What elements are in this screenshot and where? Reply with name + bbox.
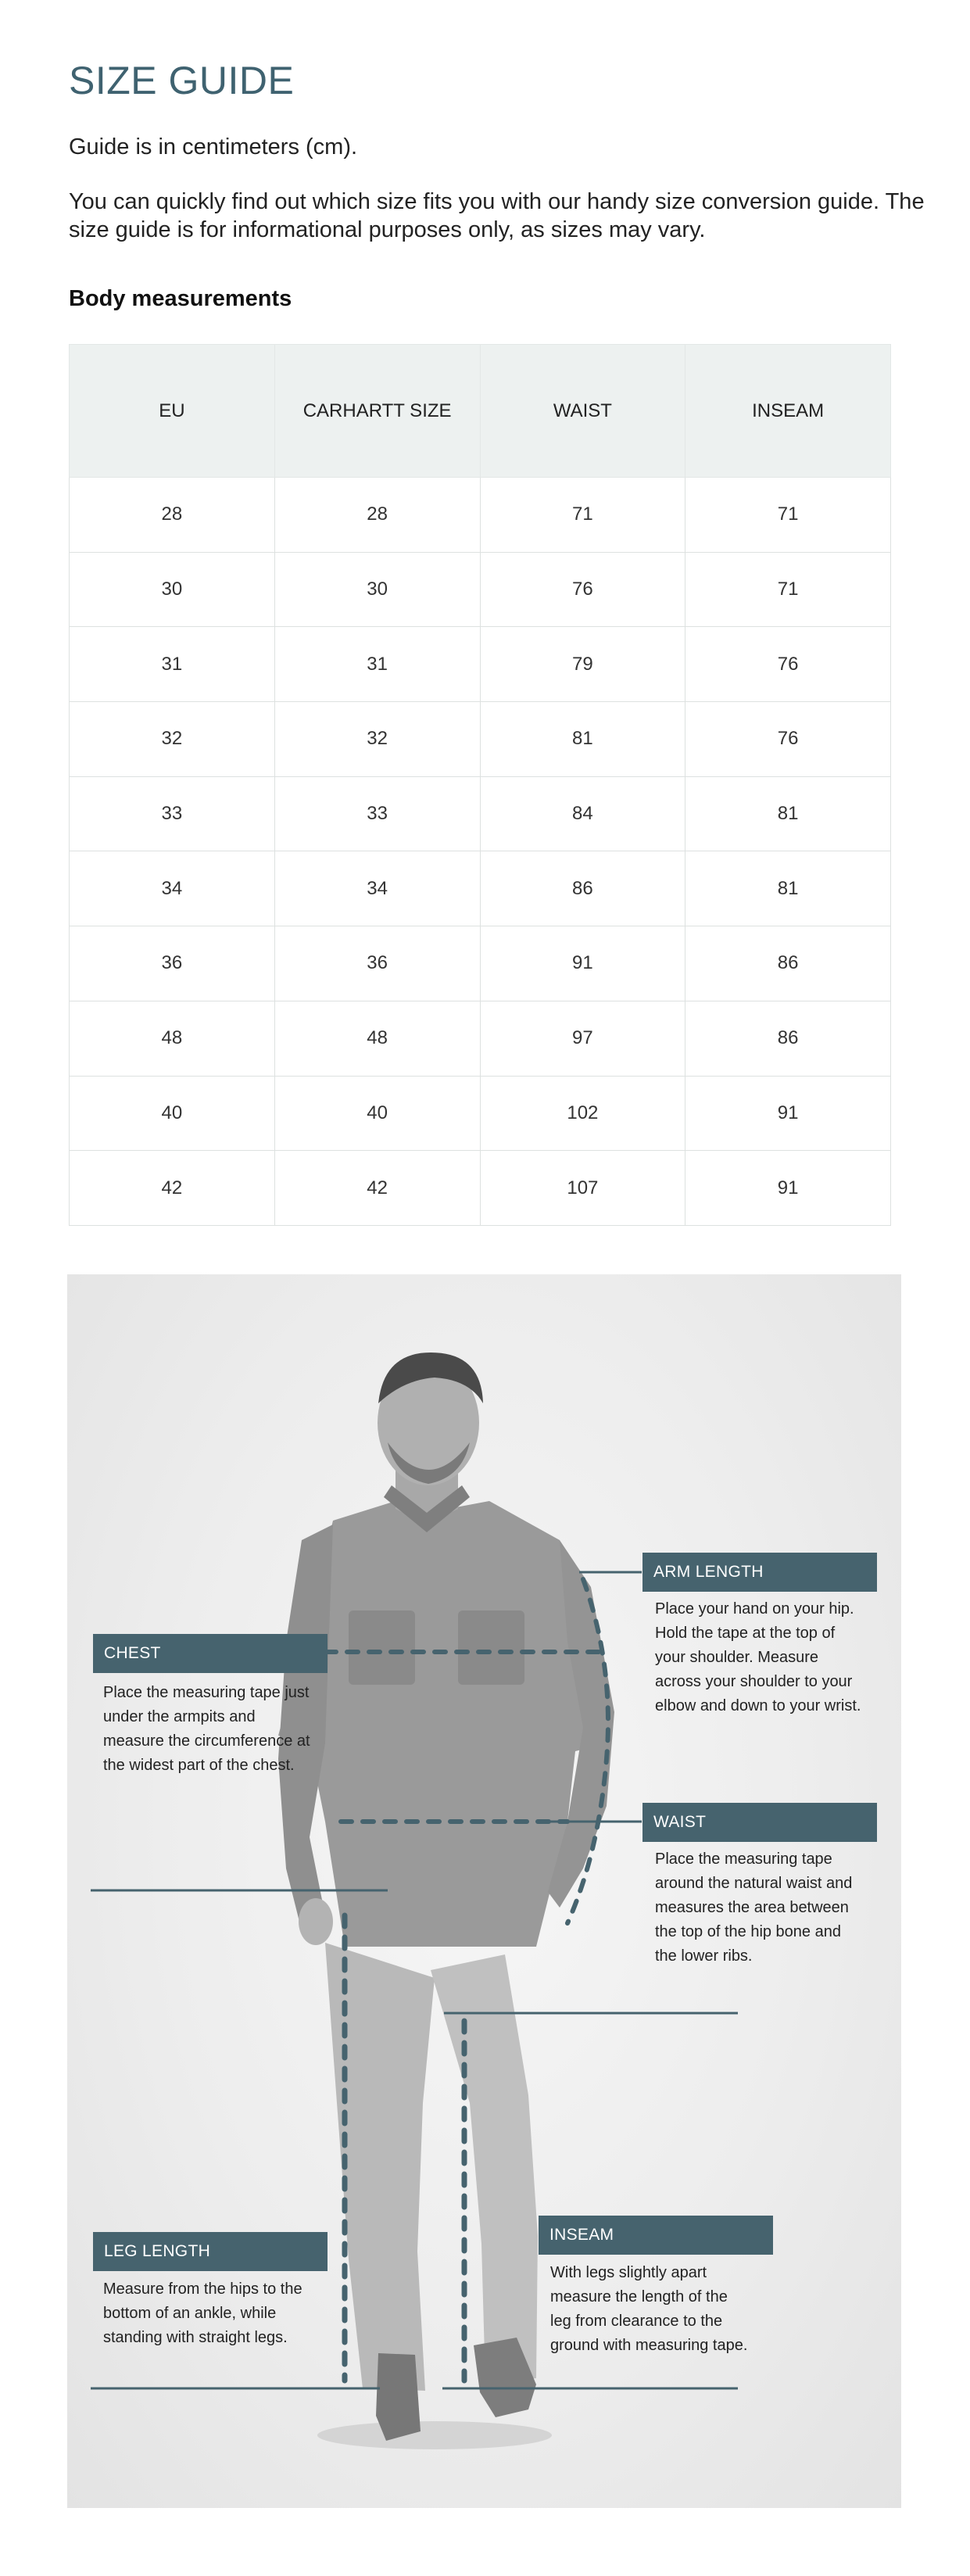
measurement-figure xyxy=(67,1274,901,2508)
cell-eu: 40 xyxy=(70,1076,275,1151)
left-leg xyxy=(325,1943,435,2391)
cell-eu: 42 xyxy=(70,1151,275,1226)
right-leg xyxy=(431,1954,538,2384)
table-row xyxy=(70,478,891,553)
cell-carhartt: 36 xyxy=(274,926,480,1001)
table-row xyxy=(70,1001,891,1076)
chest-label: CHEST xyxy=(93,1634,328,1673)
cell-carhartt: 28 xyxy=(274,478,480,553)
cell-carhartt: 48 xyxy=(274,1001,480,1076)
cell-carhartt: 40 xyxy=(274,1076,480,1151)
cell-inseam: 86 xyxy=(685,1001,891,1076)
cell-carhartt: 42 xyxy=(274,1151,480,1226)
right-pocket xyxy=(458,1610,524,1685)
cell-waist: 86 xyxy=(480,851,685,926)
table-row xyxy=(70,702,891,777)
cell-waist: 81 xyxy=(480,702,685,777)
cell-carhartt: 30 xyxy=(274,552,480,627)
cell-carhartt: 33 xyxy=(274,776,480,851)
leg-length-description: Measure from the hips to the bottom of an ankle, while standing with straight legs. xyxy=(103,2280,302,2346)
cell-waist: 76 xyxy=(480,552,685,627)
section-title: Body measurements xyxy=(69,286,292,311)
arm-length-label: ARM LENGTH xyxy=(642,1553,877,1592)
size-table xyxy=(69,344,891,1226)
cell-inseam: 71 xyxy=(685,478,891,553)
cell-carhartt: 32 xyxy=(274,702,480,777)
cell-waist: 107 xyxy=(480,1151,685,1226)
table-row xyxy=(70,776,891,851)
table-header-row xyxy=(70,345,891,478)
intro-text: You can quickly find out which size fits you with our handy size conversion guide. The size guide is for informational purposes only, as sizes may vary. xyxy=(69,189,925,242)
left-boot xyxy=(376,2353,421,2441)
unit-note: Guide is in centimeters (cm). xyxy=(69,134,358,159)
chest-description: Place the measuring tape just under the armpits and measure the circumference at the widest part of the chest. xyxy=(103,1684,310,1774)
cell-eu: 33 xyxy=(70,776,275,851)
cell-waist: 102 xyxy=(480,1076,685,1151)
table-row xyxy=(70,552,891,627)
cell-inseam: 76 xyxy=(685,702,891,777)
cell-carhartt: 31 xyxy=(274,627,480,702)
table-row xyxy=(70,1076,891,1151)
cell-waist: 97 xyxy=(480,1001,685,1076)
table-row xyxy=(70,1151,891,1226)
cell-inseam: 76 xyxy=(685,627,891,702)
cell-eu: 36 xyxy=(70,926,275,1001)
header-carhartt-size: CARHARTT SIZE xyxy=(274,345,480,478)
cell-inseam: 81 xyxy=(685,776,891,851)
header-waist: WAIST xyxy=(480,345,685,478)
header-inseam: INSEAM xyxy=(685,345,891,478)
cell-inseam: 71 xyxy=(685,552,891,627)
cell-eu: 28 xyxy=(70,478,275,553)
floor-shadow xyxy=(317,2421,552,2449)
cell-eu: 31 xyxy=(70,627,275,702)
inseam-label: INSEAM xyxy=(539,2216,773,2255)
cell-inseam: 81 xyxy=(685,851,891,926)
cell-waist: 79 xyxy=(480,627,685,702)
cell-waist: 84 xyxy=(480,776,685,851)
waist-description: Place the measuring tape around the natural waist and measures the area between the top of the hip bone and the lower ribs. xyxy=(655,1850,853,1965)
cell-eu: 32 xyxy=(70,702,275,777)
left-hand xyxy=(299,1898,333,1945)
cell-waist: 71 xyxy=(480,478,685,553)
left-pocket xyxy=(349,1610,415,1685)
cell-inseam: 86 xyxy=(685,926,891,1001)
leg-length-label: LEG LENGTH xyxy=(93,2232,328,2271)
table-row xyxy=(70,627,891,702)
table-row xyxy=(70,926,891,1001)
cell-eu: 34 xyxy=(70,851,275,926)
page-title: SIZE GUIDE xyxy=(69,59,295,102)
header-eu: EU xyxy=(70,345,275,478)
cell-inseam: 91 xyxy=(685,1076,891,1151)
waist-label: WAIST xyxy=(642,1803,877,1842)
cell-eu: 30 xyxy=(70,552,275,627)
arm-length-description: Place your hand on your hip. Hold the tape at the top of your shoulder. Measure across your shoulder to your elbow and down to your wrist. xyxy=(655,1600,861,1714)
cell-waist: 91 xyxy=(480,926,685,1001)
table-row xyxy=(70,851,891,926)
inseam-description: With legs slightly apart measure the length of the leg from clearance to the ground with measuring tape. xyxy=(550,2264,748,2354)
cell-inseam: 91 xyxy=(685,1151,891,1226)
cell-eu: 48 xyxy=(70,1001,275,1076)
cell-carhartt: 34 xyxy=(274,851,480,926)
